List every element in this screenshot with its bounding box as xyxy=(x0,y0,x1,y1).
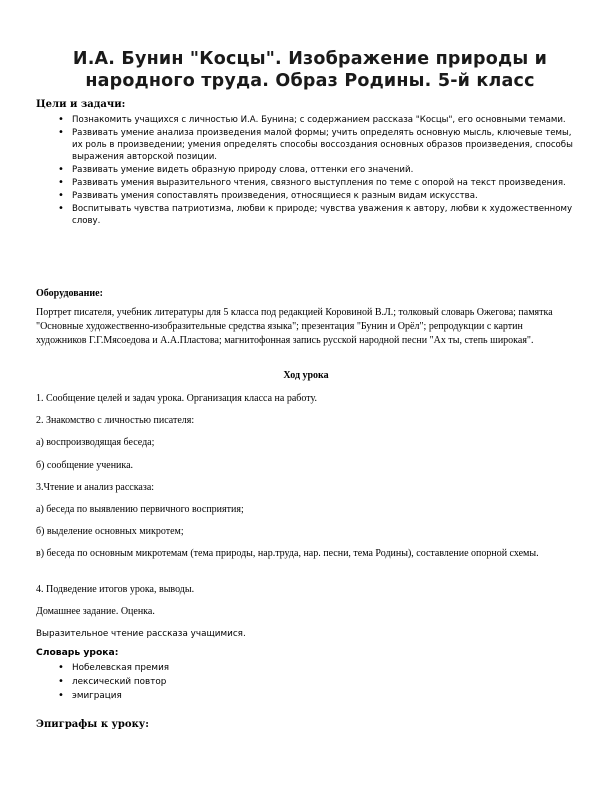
list-item: • Развивать умение видеть образную природу слова, оттенки его значений. xyxy=(36,164,576,176)
lesson-step: б) сообщение ученика. xyxy=(36,460,134,471)
reading-text: Выразительное чтение рассказа учащимися. xyxy=(36,629,246,639)
lesson-step: в) беседа по основным микротемам (тема природы, нар.труда, нар. песни, тема Родины), составление опорной схемы. xyxy=(36,548,539,559)
list-item: • Воспитывать чувства патриотизма, любви к природе; чувства уважения к автору, любви к художественному слову. xyxy=(36,203,576,227)
lesson-step: 1. Сообщение целей и задач урока. Организация класса на работу. xyxy=(36,393,317,404)
list-item: • Развивать умения сопоставлять произведения, относящиеся к разным видам искусства. xyxy=(36,190,576,202)
lesson-step: а) воспроизводящая беседа; xyxy=(36,437,155,448)
lesson-heading: Ход урока xyxy=(283,370,329,381)
lesson-step: 4. Подведение итогов урока, выводы. xyxy=(36,584,195,595)
lesson-step: а) беседа по выявлению первичного восприятия; xyxy=(36,504,244,515)
lesson-step: 2. Знакомство с личностью писателя: xyxy=(36,415,195,426)
list-item: • Нобелевская премия xyxy=(36,661,536,675)
epigraphs-heading: Эпиграфы к уроку: xyxy=(36,719,149,730)
vocabulary-heading: Словарь урока: xyxy=(36,647,119,658)
list-item: • Развивать умения выразительного чтения, связного выступления по теме с опорой на текст произведения. xyxy=(36,177,576,189)
vocabulary-list xyxy=(36,661,536,703)
list-item: • Развивать умение анализа произведения малой формы; учить определять основную мысль, ключевые темы, их роль в произведении; умения определять способы воссоздания основных образов произведения, способы выражения авторской позиции. xyxy=(36,127,576,163)
page-title: И.А. Бунин "Косцы". Изображение природы и народного труда. Образ Родины. 5-й класс xyxy=(72,49,548,91)
list-item: • эмиграция xyxy=(36,689,536,703)
list-item: • лексический повтор xyxy=(36,675,536,689)
lesson-step: 3.Чтение и анализ рассказа: xyxy=(36,482,155,493)
equipment-text: Портрет писателя, учебник литературы для 5 класса под редакцией Коровиной В.Л.; толковый словарь Ожегова; памятка "Основные художественно-изобразительные средства языка"; презентация "Бунин и Орёл"; репродукции с картин художников Г.Г.Мясоедова и А.А.Пластова; магнитофонная запись русской народной песни "Ах ты, степь широкая". xyxy=(36,307,553,347)
goals-list xyxy=(36,114,576,228)
homework-text: Домашнее задание. Оценка. xyxy=(36,606,155,617)
goals-heading: Цели и задачи: xyxy=(36,99,126,110)
lesson-step: б) выделение основных микротем; xyxy=(36,526,184,537)
equipment-heading: Оборудование: xyxy=(36,288,103,299)
list-item: • Познакомить учащихся с личностью И.А. Бунина; с содержанием рассказа "Косцы", его основными темами. xyxy=(36,114,576,126)
